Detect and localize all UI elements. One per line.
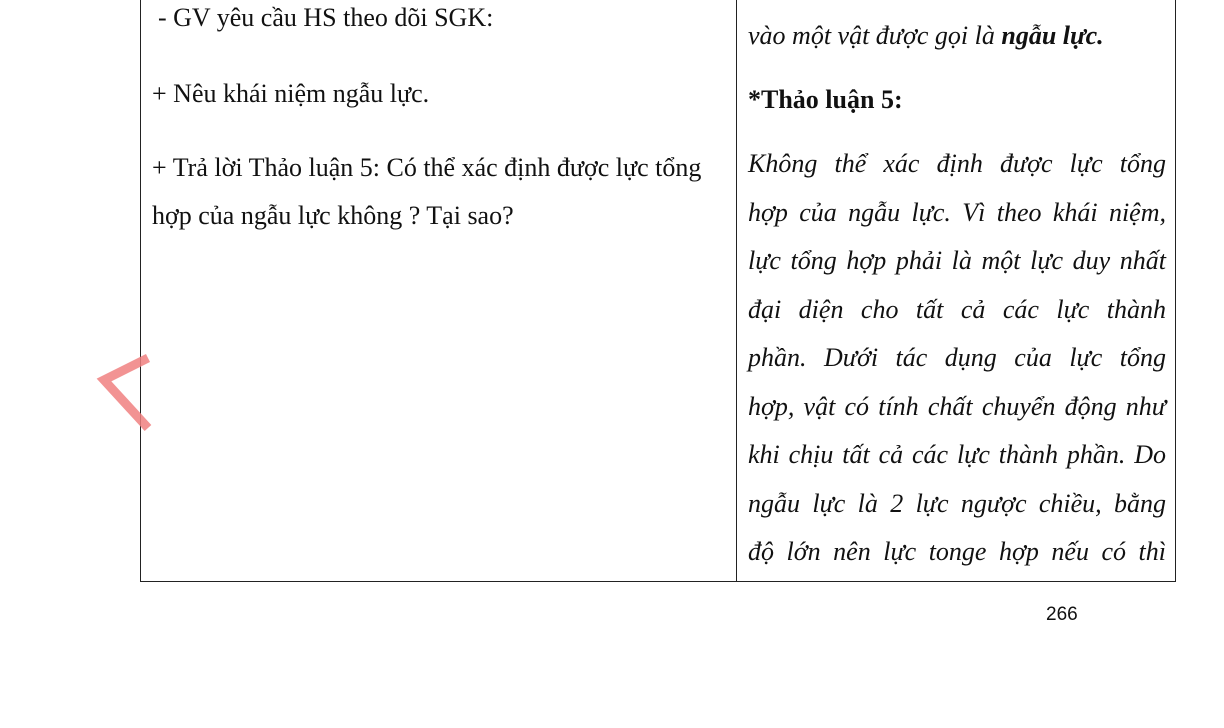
discussion-answer [748,140,1166,577]
discussion-heading: *Thảo luận 5: [748,85,903,114]
task-concept-line: + Nêu khái niệm ngẫu lực. [152,79,430,108]
answer-line: ngẫu lực là 2 lực ngược chiều, bằng [748,488,1166,518]
column-divider [736,0,737,582]
answer-line: độ lớn nên lực tonge hợp nếu có thì [748,537,1166,566]
answer-line: đại diện cho tất cả các lực thành [748,294,1166,324]
definition-term: ngẫu lực. [1001,21,1104,50]
answer-line: phần. Dưới tác dụng của lực tổng [748,343,1166,372]
answer-line: hợp, vật có tính chất chuyển động như [748,391,1166,421]
task-discussion-line: + Trả lời Thảo luận 5: Có thể xác định được lực tổng hợp của ngẫu lực không ? Tại sao? [152,153,702,230]
answer-line: hợp của ngẫu lực. Vì theo khái niệm, [748,197,1166,227]
definition-text: vào một vật được gọi là [748,21,1002,50]
answer-line: khi chịu tất cả các lực thành phần. Do [748,440,1166,469]
page-number: 266 [1046,604,1078,625]
answer-line: Không thể xác định được lực tổng [748,149,1166,178]
instruction-line: - GV yêu cầu HS theo dõi SGK: [158,3,494,32]
watermark-shape-icon [96,352,156,436]
watermark-mark [96,352,156,436]
definition-line [748,12,1104,61]
answer-line: lực tổng hợp phải là một lực duy nhất [748,246,1166,275]
